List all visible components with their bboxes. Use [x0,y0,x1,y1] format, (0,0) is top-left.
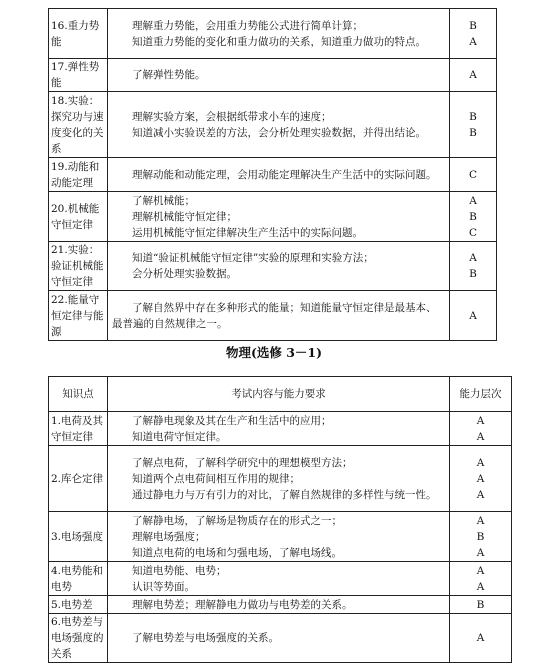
requirement-content [108,412,450,446]
ability-level [450,59,497,92]
level-value: A [476,414,485,427]
ability-level [450,192,497,242]
requirement-line: 知道点电荷的电场和匀强电场，了解电场线。 [132,546,342,559]
level-value: A [469,69,477,81]
table-row [49,9,497,59]
knowledge-point: 21.实验：验证机械能守恒定律 [49,242,108,291]
requirement-line: 理解电场强度； [132,530,206,543]
knowledge-point: 18.实验：探究功与速度变化的关系 [49,92,108,158]
level-value: A [476,632,485,644]
requirement-line: 理解机械能守恒定律； [132,210,237,223]
requirement-line: 会分析处理实验数据。 [132,268,237,280]
level-value: A [469,35,477,48]
requirement-line: 理解实验方案，会根据纸带求小车的速度； [132,110,332,123]
level-value: A [476,564,485,577]
requirement-content [108,92,450,158]
ability-level [450,596,512,614]
knowledge-point: 3.电场强度 [49,512,108,562]
ability-level [450,158,497,192]
ability-level [450,291,497,341]
knowledge-point: 19.动能和动能定理 [49,158,108,192]
table-row [49,92,497,158]
level-value: B [469,126,477,139]
level-value: B [476,530,485,543]
requirement-line: 理解重力势能，会用重力势能公式进行简单计算； [132,19,363,32]
table-row [49,192,497,242]
requirement-line: 认识等势面。 [132,580,195,593]
knowledge-point: 16.重力势能 [49,9,108,59]
table-row [49,596,512,614]
knowledge-point: 2.库仑定律 [49,446,108,512]
requirement-line: 了解机械能； [132,194,195,207]
level-value: A [469,194,477,207]
ability-level [450,446,512,512]
header-level: 能力层次 [450,377,512,412]
header-content: 考试内容与能力要求 [108,377,450,412]
ability-level [450,614,512,663]
requirement-content [108,512,450,562]
table-row [49,562,512,596]
knowledge-point: 22.能量守恒定律与能源 [49,291,108,341]
table-row [49,412,512,446]
syllabus-table-continued [48,8,497,341]
table-row [49,242,497,291]
requirement-line: 知道减小实验误差的方法，会分析处理实验数据，并得出结论。 [132,126,426,139]
knowledge-point: 6.电势差与电场强度的关系 [49,614,108,663]
requirement-content [108,9,450,59]
level-value: B [469,268,477,280]
requirement-line: 了解静电现象及其在生产和生活中的应用； [132,414,332,427]
level-value: B [469,110,477,123]
table-header-row [49,377,512,412]
level-value: A [469,309,477,322]
table-row [49,614,512,663]
level-value: B [469,210,477,223]
table-row [49,291,497,341]
level-value: A [476,514,485,527]
requirement-content [108,614,450,663]
requirement-line: 了解电势差与电场强度的关系。 [132,632,279,644]
requirement-content [108,242,450,291]
section-title: 物理(选修 3－1) [225,345,323,360]
level-value: A [476,488,485,501]
requirement-line: 知道“验证机械能守恒定律”实验的原理和实验方法； [132,252,374,264]
requirement-line: 了解静电场，了解场是物质存在的形式之一； [132,514,342,527]
knowledge-point: 20.机械能守恒定律 [49,192,108,242]
requirement-line: 运用机械能守恒定律解决生产生活中的实际问题。 [132,226,363,239]
ability-level [450,9,497,59]
ability-level [450,92,497,158]
level-value: A [476,456,485,469]
level-value: B [476,598,485,611]
requirement-line: 理解电势差；理解静电力做功与电势差的关系。 [132,598,353,611]
requirement-line: 知道电荷守恒定律。 [132,430,227,443]
requirement-content [108,59,450,92]
requirement-line: 了解弹性势能。 [132,69,206,81]
requirement-content [108,158,450,192]
requirement-content [108,562,450,596]
knowledge-point: 17.弹性势能 [49,59,108,92]
requirement-line: 通过静电力与万有引力的对比，了解自然规律的多样性与统一性。 [132,488,437,501]
requirement-content [108,596,450,614]
level-value: A [469,252,477,264]
knowledge-point: 5.电势差 [49,596,108,614]
table-row [49,59,497,92]
requirement-line: 了解自然界中存在多种形式的能量；知道能量守恒定律是最基本、最普遍的自然规律之一。 [112,301,437,330]
level-value: B [469,19,477,32]
table-row [49,446,512,512]
header-topic: 知识点 [49,377,108,412]
table-row [49,512,512,562]
requirement-line: 理解动能和动能定理，会用动能定理解决生产生活中的实际问题。 [132,168,437,181]
level-value: A [476,546,485,559]
level-value: A [476,580,485,593]
requirement-line: 了解点电荷，了解科学研究中的理想模型方法； [132,456,353,469]
requirement-line: 知道两个点电荷间相互作用的规律； [132,472,300,485]
knowledge-point: 1.电荷及其守恒定律 [49,412,108,446]
level-value: C [468,226,478,239]
ability-level [450,562,512,596]
level-value: C [468,168,478,181]
level-value: A [476,472,485,485]
ability-level [450,512,512,562]
requirement-line: 知道重力势能的变化和重力做功的关系，知道重力做功的特点。 [132,35,426,48]
requirement-content [108,446,450,512]
requirement-content [108,291,450,341]
requirement-content [108,192,450,242]
syllabus-table-elective-3-1 [48,376,512,663]
table-row [49,158,497,192]
knowledge-point: 4.电势能和电势 [49,562,108,596]
ability-level [450,412,512,446]
ability-level [450,242,497,291]
requirement-line: 知道电势能、电势； [132,564,227,577]
level-value: A [476,430,485,443]
